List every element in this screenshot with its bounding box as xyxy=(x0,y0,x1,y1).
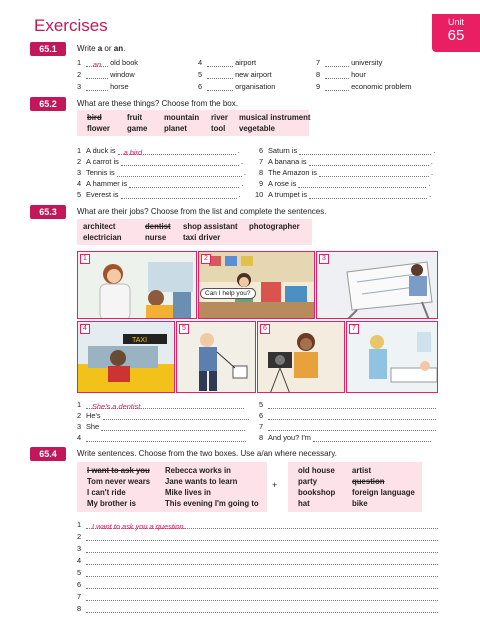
word-box-item: electrician xyxy=(83,233,122,242)
exercise-instruction-65-3: What are their jobs? Choose from the list and complete the sentences. xyxy=(77,207,327,216)
list-item: 7 xyxy=(259,422,436,431)
unit-label: Unit xyxy=(447,17,464,27)
list-item: 4 airport xyxy=(198,58,257,67)
list-item: 9 economic problem xyxy=(316,82,412,91)
word-box-item: Rebecca works in xyxy=(165,466,231,475)
picture-panel xyxy=(77,321,175,393)
word-box-item: hat xyxy=(298,499,310,508)
nurse-illustration xyxy=(347,322,438,393)
exercise-badge-65-2: 65.2 xyxy=(30,97,66,111)
picture-panel xyxy=(77,251,197,319)
unit-tab xyxy=(432,14,480,52)
picture-number: 7 xyxy=(349,324,359,334)
word-box-item: I want to ask you xyxy=(87,466,150,475)
word-box-item: artist xyxy=(352,466,372,475)
word-box-item: My brother is xyxy=(87,499,136,508)
word-box-item: architect xyxy=(83,222,116,231)
answer-line: 4 xyxy=(77,556,438,565)
picture-number: 2 xyxy=(201,254,211,264)
picture-number: 6 xyxy=(260,324,270,334)
word-box-item: nurse xyxy=(145,233,167,242)
answer-line: 7 xyxy=(77,592,438,601)
list-item: 7 A banana is . xyxy=(259,157,433,166)
sentence-start-box xyxy=(77,462,267,512)
answer-line: 5 xyxy=(77,568,438,577)
list-item: 1 an old book xyxy=(77,58,139,69)
word-box xyxy=(77,219,312,245)
exercise-badge-65-1: 65.1 xyxy=(30,42,66,56)
answer-line: 6 xyxy=(77,580,438,589)
word-box-item: shop assistant xyxy=(183,222,238,231)
word-box-item: Tom never wears xyxy=(87,477,151,486)
page-title: Exercises xyxy=(34,16,108,35)
word-box-item: Mike lives in xyxy=(165,488,211,497)
word-box-item: tool xyxy=(211,124,226,133)
list-item: 1 She's a dentist. xyxy=(77,400,244,409)
exercise-instruction-65-4: Write sentences. Choose from the two boxes. Use a/an where necessary. xyxy=(77,449,337,458)
word-box-item: bird xyxy=(87,113,102,122)
picture-number: 3 xyxy=(319,254,329,264)
taxi-driver-illustration xyxy=(78,322,175,393)
word-box-item: old house xyxy=(298,466,335,475)
shop-assistant-illustration xyxy=(199,252,315,319)
picture-panel xyxy=(257,321,345,393)
word-box-item: river xyxy=(211,113,228,122)
word-box-item: I can't ride xyxy=(87,488,126,497)
list-item: 10 A trumpet is . xyxy=(255,190,432,199)
word-box-item: taxi driver xyxy=(183,233,221,242)
list-item: 6 Saturn is . xyxy=(259,146,436,155)
dentist-illustration xyxy=(78,252,197,319)
list-item: 7 university xyxy=(316,58,383,67)
picture-number: 4 xyxy=(80,324,90,334)
list-item: 4 A hammer is . xyxy=(77,179,244,188)
word-box xyxy=(77,110,309,136)
word-box-item: photographer xyxy=(249,222,300,231)
list-item: 5 xyxy=(259,400,436,409)
word-box-item: fruit xyxy=(127,113,143,122)
list-item: 1 A duck is a bird . xyxy=(77,146,240,157)
word-box-item: question xyxy=(352,477,385,486)
word-box-item: Jane wants to learn xyxy=(165,477,238,486)
word-box-item: vegetable xyxy=(239,124,275,133)
word-box-item: flower xyxy=(87,124,110,133)
list-item: 2 He's xyxy=(77,411,249,420)
list-item: 3 Tennis is . xyxy=(77,168,246,177)
picture-number: 5 xyxy=(179,324,189,334)
list-item: 6 xyxy=(259,411,436,420)
word-box-item: planet xyxy=(164,124,187,133)
list-item: 3 horse xyxy=(77,82,129,91)
exercise-badge-65-3: 65.3 xyxy=(30,205,66,219)
photographer-illustration xyxy=(258,322,345,393)
list-item: 4 xyxy=(77,433,246,442)
picture-number: 1 xyxy=(80,254,90,264)
list-item: 9 A rose is . xyxy=(259,179,431,188)
list-item: 5 new airport xyxy=(198,70,272,79)
word-box-item: bike xyxy=(352,499,368,508)
list-item: 5 Everest is . xyxy=(77,190,241,199)
word-box-item: party xyxy=(298,477,318,486)
list-item: 8 hour xyxy=(316,70,366,79)
list-item: 3 She xyxy=(77,422,245,431)
plus-sign: + xyxy=(272,480,278,490)
list-item: 2 window xyxy=(77,70,135,79)
answer-line: 2 xyxy=(77,532,438,541)
picture-panel xyxy=(198,251,315,319)
picture-panel xyxy=(346,321,438,393)
picture-panel xyxy=(316,251,438,319)
word-box xyxy=(288,462,422,512)
architect-illustration xyxy=(317,252,438,319)
exercise-instruction-65-1: Write a or an. xyxy=(77,44,126,53)
list-item: 2 A carrot is . xyxy=(77,157,244,166)
word-box-item: game xyxy=(127,124,148,133)
answer-line: 3 xyxy=(77,544,438,553)
word-box-item: mountain xyxy=(164,113,200,122)
answer-line: 8 xyxy=(77,604,438,613)
list-item: 8 And you? I'm xyxy=(259,433,431,442)
exercise-instruction-65-2: What are these things? Choose from the box. xyxy=(77,99,238,108)
word-box-item: This evening I'm going to xyxy=(165,499,259,508)
word-box-item: bookshop xyxy=(298,488,336,497)
taxi-sign-text: TAXI xyxy=(132,337,148,344)
word-box-item: foreign language xyxy=(352,488,415,497)
unit-number: 65 xyxy=(447,27,465,44)
list-item: 8 The Amazon is . xyxy=(259,168,434,177)
exercise-badge-65-4: 65.4 xyxy=(30,447,66,461)
word-box-item: musical instrument xyxy=(239,113,311,122)
list-item: 6 organisation xyxy=(198,82,276,91)
answer-line: 1 I want to ask you a question. xyxy=(77,520,438,529)
word-box-item: dentist xyxy=(145,222,171,231)
speech-bubble: Can I help you? xyxy=(200,288,256,299)
